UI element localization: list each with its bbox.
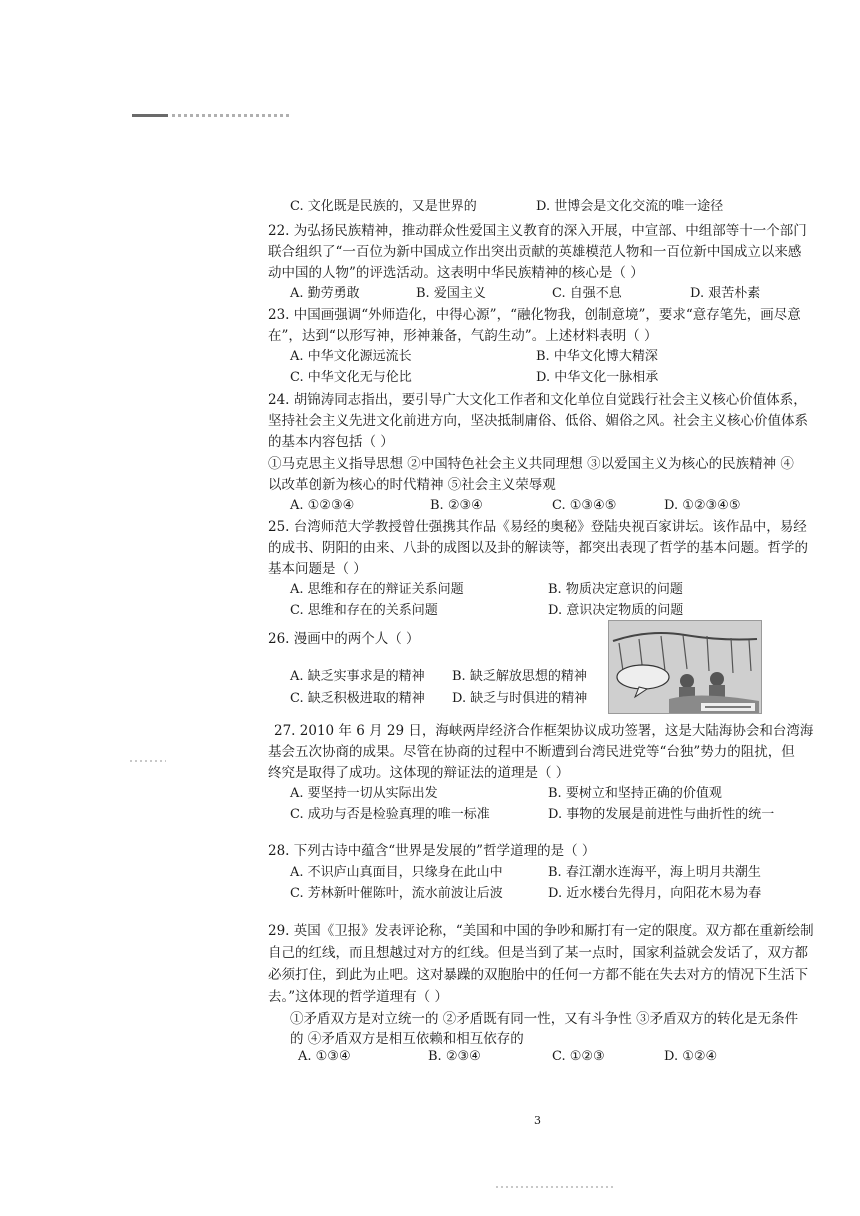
q23-stem-line: 23. 中国画强调“外师造化，中得心源”，“融化物我，创制意境”，要求“意存笔先，画尽意 <box>268 307 801 323</box>
q25-stem-line: 的成书、阴阳的由来、八卦的成图以及卦的解读等，都突出表现了哲学的基本问题。哲学的 <box>268 540 808 556</box>
q27-stem-line: 终究是取得了成功。这体现的辩证法的道理是（ ） <box>268 765 570 781</box>
scan-artifact <box>496 1186 616 1188</box>
q22-stem-line: 22. 为弘扬民族精神，推动群众性爱国主义教育的深入开展，中宣部、中组部等十一个部门 <box>268 223 807 239</box>
q22-option-c: C. 自强不息 <box>552 286 622 301</box>
q23-option-a: A. 中华文化源远流长 <box>290 349 412 364</box>
scan-artifact <box>130 760 166 762</box>
q25-option-d: D. 意识决定物质的问题 <box>548 603 684 618</box>
q27-option-a: A. 要坚持一切从实际出发 <box>290 786 438 801</box>
q24-stem-line: ①马克思主义指导思想 ②中国特色社会主义共同理想 ③以爱国主义为核心的民族精神 ④ <box>268 456 794 472</box>
q29-stem-line: 自己的红线，而且想越过对方的红线。但是当到了某一点时，国家利益就会发话了，双方都 <box>268 945 808 961</box>
q25-option-b: B. 物质决定意识的问题 <box>548 582 683 597</box>
q22-option-a: A. 勤劳勇敢 <box>290 286 360 301</box>
q29-stem-line: 29. 英国《卫报》发表评论称，“美国和中国的争吵和厮打有一定的限度。双方都在重新绘制 <box>268 923 814 939</box>
q22-stem-line: 动中国的人物”的评选活动。这表明中华民族精神的核心是（ ） <box>268 265 644 281</box>
q27-option-d: D. 事物的发展是前进性与曲折性的统一 <box>548 807 775 822</box>
cartoon-image <box>608 620 762 714</box>
q26-stem: 26. 漫画中的两个人（ ） <box>268 631 420 647</box>
q29-stem-line: ①矛盾双方是对立统一的 ②矛盾既有同一性，又有斗争性 ③矛盾双方的转化是无条件 <box>290 1011 799 1027</box>
q21-option-c: C. 文化既是民族的，又是世界的 <box>290 199 477 214</box>
q24-stem-line: 以改革创新为核心的时代精神 ⑤社会主义荣辱观 <box>268 477 556 493</box>
q23-stem-line: 在”，达到“以形写神，形神兼备，气韵生动”。上述材料表明（ ） <box>268 328 658 344</box>
q22-option-d: D. 艰苦朴素 <box>690 286 761 301</box>
q22-stem-line: 联合组织了“一百位为新中国成立作出突出贡献的英雄模范人物和一百位新中国成立以来感 <box>268 244 802 260</box>
q27-option-c: C. 成功与否是检验真理的唯一标准 <box>290 807 490 822</box>
q26-option-a: A. 缺乏实事求是的精神 <box>290 669 425 684</box>
q29-option-a: A. ①③④ <box>298 1049 351 1064</box>
q24-option-d: D. ①②③④⑤ <box>664 498 741 513</box>
scan-artifact <box>132 112 292 118</box>
q28-option-b: B. 春江潮水连海平，海上明月共潮生 <box>548 865 761 880</box>
q27-option-b: B. 要树立和坚持正确的价值观 <box>548 786 722 801</box>
q24-stem-line: 的基本内容包括（ ） <box>268 434 394 450</box>
q26-option-b: B. 缺乏解放思想的精神 <box>452 669 587 684</box>
q25-option-a: A. 思维和存在的辩证关系问题 <box>290 582 464 597</box>
q28-option-c: C. 芳林新叶催陈叶，流水前波让后波 <box>290 886 503 901</box>
q29-stem-line: 必须打住，到此为止吧。这对暴躁的双胞胎中的任何一方都不能在失去对方的情况下生活下 <box>268 967 808 983</box>
q28-option-d: D. 近水楼台先得月，向阳花木易为春 <box>548 886 762 901</box>
q25-stem-line: 25. 台湾师范大学教授曾仕强携其作品《易经的奥秘》登陆央视百家讲坛。该作品中，易经 <box>268 519 807 535</box>
q29-option-b: B. ②③④ <box>428 1049 481 1064</box>
q24-option-b: B. ②③④ <box>430 498 483 513</box>
q28-option-a: A. 不识庐山真面目，只缘身在此山中 <box>290 865 503 880</box>
q26-option-d: D. 缺乏与时俱进的精神 <box>452 691 588 706</box>
q24-stem-line: 坚持社会主义先进文化前进方向，坚决抵制庸俗、低俗、媚俗之风。社会主义核心价值体系 <box>268 413 808 429</box>
q28-stem: 28. 下列古诗中蕴含“世界是发展的”哲学道理的是（ ） <box>268 843 596 859</box>
q23-option-d: D. 中华文化一脉相承 <box>536 370 659 385</box>
q29-option-d: D. ①②④ <box>664 1049 718 1064</box>
q22-option-b: B. 爱国主义 <box>416 286 486 301</box>
q26-option-c: C. 缺乏积极进取的精神 <box>290 691 425 706</box>
q25-stem-line: 基本问题是（ ） <box>268 561 367 577</box>
q21-option-d: D. 世博会是文化交流的唯一途径 <box>536 199 724 214</box>
q29-stem-line: 的 ④矛盾双方是相互依赖和相互依存的 <box>290 1031 524 1047</box>
cartoon-illustration <box>609 621 761 713</box>
page-number: 3 <box>534 1114 541 1127</box>
q25-option-c: C. 思维和存在的关系问题 <box>290 603 438 618</box>
q24-option-a: A. ①②③④ <box>290 498 355 513</box>
q24-option-c: C. ①③④⑤ <box>552 498 617 513</box>
q29-option-c: C. ①②③ <box>552 1049 605 1064</box>
q23-option-c: C. 中华文化无与伦比 <box>290 370 412 385</box>
q29-stem-line: 去。”这体现的哲学道理有（ ） <box>268 989 448 1005</box>
q23-option-b: B. 中华文化博大精深 <box>536 349 658 364</box>
q27-stem-line: 27. 2010 年 6 月 29 日，海峡两岸经济合作框架协议成功签署，这是大陆海协会和台湾海 <box>274 723 814 739</box>
q27-stem-line: 基会五次协商的成果。尽管在协商的过程中不断遭到台湾民进党等“台独”势力的阻扰，但 <box>268 744 795 760</box>
q24-stem-line: 24. 胡锦涛同志指出，要引导广大文化工作者和文化单位自觉践行社会主义核心价值体系， <box>268 392 807 408</box>
